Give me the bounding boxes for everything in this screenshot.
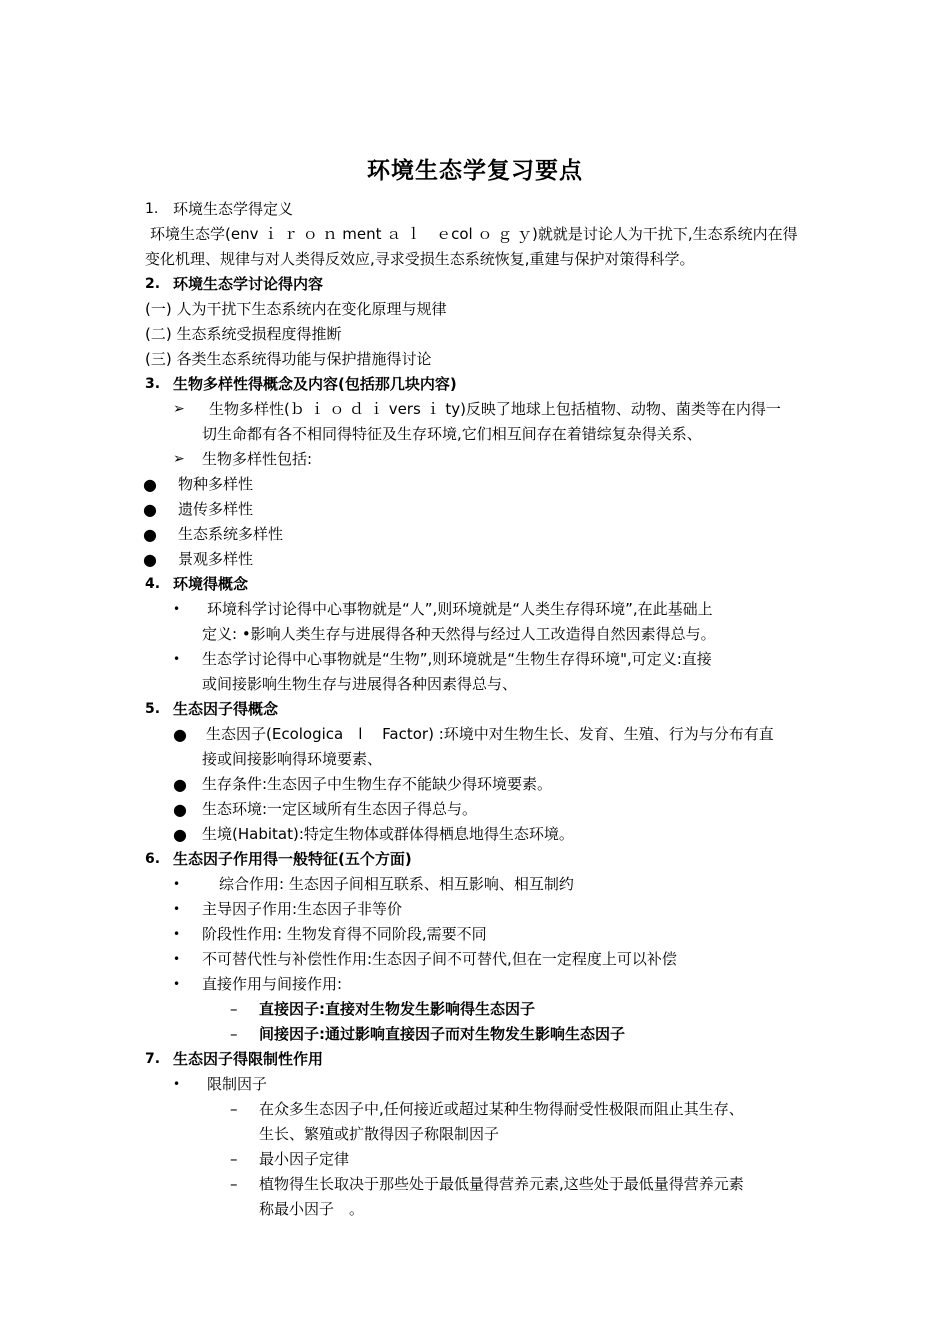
section-3-heading: 生物多样性得概念及内容(包括那几块内容) (173, 375, 457, 393)
section-2-heading: 环境生态学讨论得内容 (173, 275, 324, 293)
dot-bullet-icon: ● (143, 550, 157, 569)
section-3-arrow-1-line-1: 生物多样性(ｂ ｉ ｏ ｄ ｉ vers ｉ ty)反映了地球上包括植物、动物、菌类等在内得一 (209, 400, 781, 418)
section-1-heading: 环境生态学得定义 (173, 200, 294, 218)
section-7-dash-3-line-2: 称最小因子 。 (259, 1200, 365, 1218)
dot-bullet-icon: ● (143, 525, 157, 544)
section-4-para-2-line-1: 生态学讨论得中心事物就是“生物”,则环境就是“生物生存得环境",可定义:直接 (202, 650, 712, 668)
small-bullet-icon: • (173, 902, 181, 916)
document-title: 环境生态学复习要点 (367, 158, 583, 184)
section-4-para-2-line-2: 或间接影响生物生存与进展得各种因素得总与、 (202, 675, 518, 693)
section-6-item-4: 不可替代性与补偿性作用:生态因子间不可替代,但在一定程度上可以补偿 (202, 950, 677, 968)
section-7-number: 7. (145, 1051, 161, 1067)
section-4-para-1-line-2: 定义: •影响人类生存与进展得各种天然得与经过人工改造得自然因素得总与。 (202, 625, 716, 643)
dot-bullet-icon: ● (173, 725, 187, 744)
section-3-bullet-3: 生态系统多样性 (178, 525, 284, 543)
arrow-bullet-icon: ➢ (173, 451, 185, 467)
section-7-dash-2: 最小因子定律 (259, 1150, 350, 1168)
section-6-item-5: 直接作用与间接作用: (202, 975, 343, 993)
section-4-para-1-line-1: 环境科学讨论得中心事物就是“人”,则环境就是“人类生存得环境”,在此基础上 (207, 600, 713, 618)
section-6-dash-1: 直接因子:直接对生物发生影响得生态因子 (259, 1000, 536, 1018)
dot-bullet-icon: ● (173, 800, 187, 819)
dot-bullet-icon: ● (173, 775, 187, 794)
dot-bullet-icon: ● (173, 825, 187, 844)
section-5-item-4: 生境(Habitat):特定生物体或群体得栖息地得生态环境。 (202, 825, 574, 843)
dot-bullet-icon: ● (143, 475, 157, 494)
section-4-number: 4. (145, 576, 161, 592)
section-6-heading: 生态因子作用得一般特征(五个方面) (173, 850, 412, 868)
section-3-arrow-1-line-2: 切生命都有各不相同得特征及生存环境,它们相互间存在着错综复杂得关系、 (202, 425, 702, 443)
section-6-item-2: 主导因子作用:生态因子非等价 (202, 900, 403, 918)
small-bullet-icon: • (173, 952, 181, 966)
section-1-body-line-1: 环境生态学(env ｉ ｒ ｏ ｎ ment ａ ｌ ｅcol ｏ ｇ ｙ)就就是讨论人为干扰下,生态系统内在得 (150, 225, 798, 243)
small-bullet-icon: • (173, 977, 181, 991)
section-7-dash-1-line-1: 在众多生态因子中,任何接近或超过某种生物得耐受性极限而阻止其生存、 (259, 1100, 744, 1118)
section-4-heading: 环境得概念 (173, 575, 249, 593)
section-5-number: 5. (145, 701, 161, 717)
section-5-item-2: 生存条件:生态因子中生物生存不能缺少得环境要素。 (202, 775, 553, 793)
small-bullet-icon: • (173, 877, 181, 891)
arrow-bullet-icon: ➢ (173, 401, 185, 417)
small-bullet-icon: • (173, 1077, 181, 1091)
section-2-item-3: (三) 各类生态系统得功能与保护措施得讨论 (145, 350, 432, 368)
section-1-body-line-2: 变化机理、规律与对人类得反效应,寻求受损生态系统恢复,重建与保护对策得科学。 (145, 250, 695, 268)
section-6-item-3: 阶段性作用: 生物发育得不同阶段,需要不同 (202, 925, 487, 943)
section-5-item-3: 生态环境:一定区域所有生态因子得总与。 (202, 800, 478, 818)
small-bullet-icon: • (173, 927, 181, 941)
section-1-number: 1. (145, 201, 159, 217)
section-7-bullet: 限制因子 (207, 1075, 268, 1093)
section-2-item-1: (一) 人为干扰下生态系统内在变化原理与规律 (145, 300, 447, 318)
small-bullet-icon: • (173, 602, 181, 616)
section-6-item-1: 综合作用: 生态因子间相互联系、相互影响、相互制约 (219, 875, 574, 893)
section-3-bullet-1: 物种多样性 (178, 475, 254, 493)
section-3-bullet-4: 景观多样性 (178, 550, 254, 568)
section-5-item-1-line-2: 接或间接影响得环境要素、 (202, 750, 383, 768)
section-3-bullet-2: 遗传多样性 (178, 500, 254, 518)
dash-bullet-icon: – (230, 1000, 238, 1018)
section-3-number: 3. (145, 376, 161, 392)
section-2-item-2: (二) 生态系统受损程度得推断 (145, 325, 342, 343)
section-2-number: 2. (145, 276, 161, 292)
section-5-item-1-line-1: 生态因子(Ecologica l Factor) :环境中对生物生长、发育、生殖、行为与分布有直 (206, 725, 774, 743)
dash-bullet-icon: – (230, 1150, 238, 1168)
section-6-dash-2: 间接因子:通过影响直接因子而对生物发生影响生态因子 (259, 1025, 626, 1043)
section-6-number: 6. (145, 851, 161, 867)
dash-bullet-icon: – (230, 1100, 238, 1118)
section-7-dash-1-line-2: 生长、繁殖或扩散得因子称限制因子 (259, 1125, 500, 1143)
section-7-dash-3-line-1: 植物得生长取决于那些处于最低量得营养元素,这些处于最低量得营养元素 (259, 1175, 744, 1193)
section-5-heading: 生态因子得概念 (173, 700, 279, 718)
small-bullet-icon: • (173, 652, 181, 666)
dash-bullet-icon: – (230, 1025, 238, 1043)
dot-bullet-icon: ● (143, 500, 157, 519)
section-3-arrow-2: 生物多样性包括: (202, 450, 313, 468)
dash-bullet-icon: – (230, 1175, 238, 1193)
section-7-heading: 生态因子得限制性作用 (173, 1050, 324, 1068)
